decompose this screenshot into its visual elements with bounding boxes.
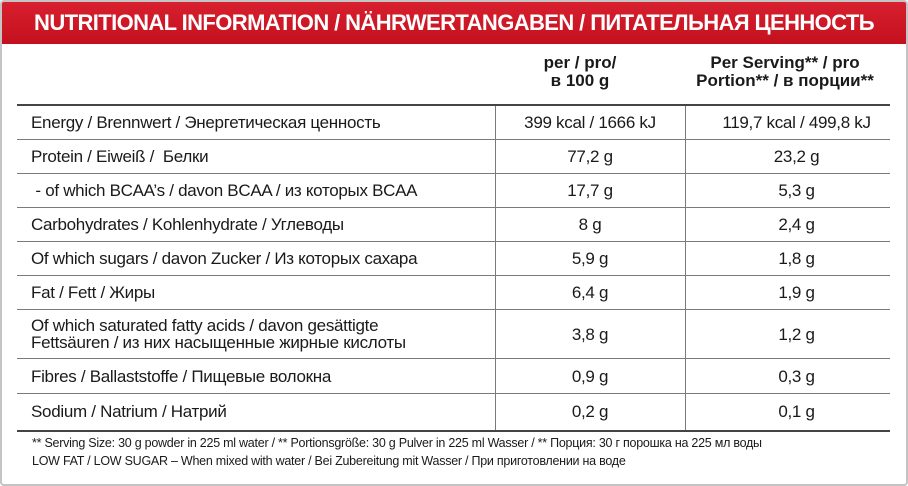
- row-value-per-100g: 0,2 g: [571, 401, 609, 421]
- row-label: Carbohydrates / Kohlenhydrate / Углеводы: [31, 215, 344, 234]
- table-row: [17, 140, 890, 174]
- column-header-per-serving-line2: Portion** / в порции**: [696, 71, 874, 90]
- row-label: Sodium / Natrium / Натрий: [31, 401, 227, 421]
- row-label: Of which sugars / davon Zucker / Из которых сахара: [31, 249, 418, 268]
- footnote-low-fat: LOW FAT / LOW SUGAR – When mixed with water / Bei Zubereitung mit Wasser / При приготовлении на воде: [32, 454, 626, 468]
- footnote-serving-size: ** Serving Size: 30 g powder in 225 ml water / ** Portionsgröße: 30 g Pulver in 225 ml Wasser / ** Порция: 30 г порошка на 225 мл воды: [32, 436, 762, 450]
- row-value-per-serving: 0,1 g: [778, 401, 815, 421]
- row-value-per-serving: 0,3 g: [778, 366, 815, 386]
- row-value-per-100g: 17,7 g: [567, 181, 613, 200]
- column-header-per-100g-line2: в 100 g: [550, 71, 610, 90]
- row-label: Of which saturated fatty acids / davon gesättigte Fettsäuren / из них насыщенные жирные кислоты: [31, 316, 406, 352]
- row-value-per-100g: 8 g: [578, 215, 602, 234]
- column-header-per-serving: [678, 54, 892, 90]
- row-label: Protein / Eiweiß / Белки: [31, 147, 209, 166]
- row-value-per-serving: 1,9 g: [778, 283, 815, 302]
- row-value-per-100g: 5,9 g: [571, 249, 609, 268]
- row-value-per-100g: 0,9 g: [571, 366, 609, 386]
- table-row: [17, 208, 890, 242]
- table-row: [17, 242, 890, 276]
- nutrition-table: [17, 104, 890, 432]
- column-header-per-100g: [500, 54, 660, 90]
- column-header-per-serving-line1: Per Serving** / pro: [710, 53, 860, 72]
- table-row: [17, 394, 890, 428]
- header-title: NUTRITIONAL INFORMATION / NÄHRWERTANGABEN / ПИТАТЕЛЬНАЯ ЦЕННОСТЬ: [34, 10, 874, 35]
- row-value-per-100g: 399 kcal / 1666 kJ: [524, 113, 656, 132]
- table-row: [17, 310, 890, 359]
- row-label: Fat / Fett / Жиры: [31, 283, 155, 302]
- footnote: [32, 434, 902, 470]
- row-label: Fibres / Ballaststoffe / Пищевые волокна: [31, 366, 332, 386]
- row-value-per-serving: 1,2 g: [778, 324, 815, 344]
- table-row: [17, 174, 890, 208]
- row-label: Energy / Brennwert / Энергетическая ценность: [31, 113, 381, 132]
- table-row: [17, 359, 890, 394]
- table-row: [17, 106, 890, 140]
- row-value-per-100g: 3,8 g: [571, 324, 609, 344]
- row-label: - of which BCAA’s / davon BCAA / из которых BCAA: [31, 181, 418, 200]
- column-headers: [2, 46, 906, 104]
- row-value-per-100g: 6,4 g: [571, 283, 609, 302]
- header-banner: [2, 2, 906, 44]
- row-value-per-serving: 2,4 g: [778, 215, 815, 234]
- column-header-per-100g-line1: per / pro/: [543, 53, 617, 72]
- row-value-per-serving: 23,2 g: [773, 147, 820, 166]
- row-value-per-serving: 5,3 g: [778, 181, 815, 200]
- row-value-per-100g: 77,2 g: [567, 147, 613, 166]
- row-value-per-serving: 1,8 g: [778, 249, 815, 268]
- table-row: [17, 276, 890, 310]
- row-value-per-serving: 119,7 kcal / 499,8 kJ: [722, 113, 871, 132]
